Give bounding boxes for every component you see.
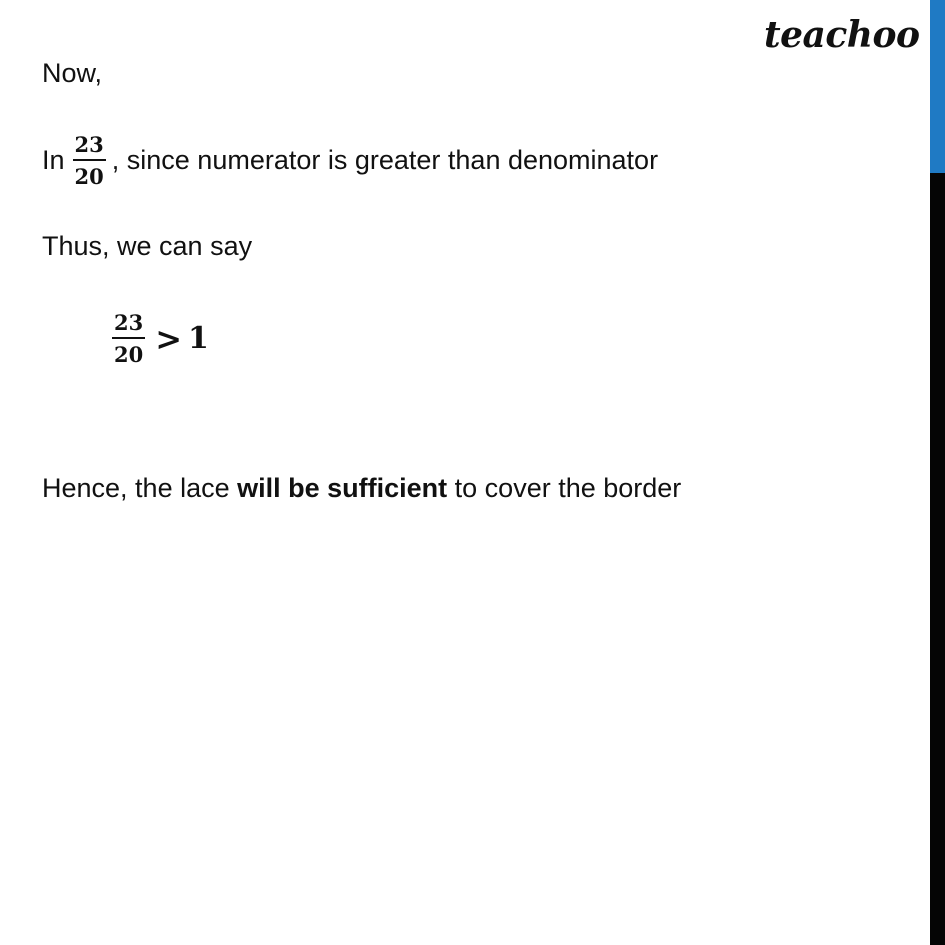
inequality-rhs: 1 bbox=[188, 321, 209, 356]
text-conclusion bbox=[42, 475, 681, 502]
inequality-fraction bbox=[112, 312, 145, 365]
inequality-display bbox=[112, 312, 209, 365]
fraction-denominator: 20 bbox=[74, 164, 104, 189]
conclusion-emphasis: will be sufficient bbox=[237, 473, 448, 503]
fraction-23-over-20 bbox=[73, 134, 106, 187]
text-thus: Thus, we can say bbox=[42, 231, 253, 261]
greater-than-symbol: > bbox=[155, 319, 183, 358]
fraction-denominator: 20 bbox=[114, 342, 144, 367]
fraction-numerator: 23 bbox=[74, 132, 104, 157]
text-now: Now, bbox=[42, 58, 103, 88]
text-in-prefix: In bbox=[42, 145, 65, 175]
text-in-fraction-statement bbox=[42, 134, 658, 187]
fraction-numerator: 23 bbox=[114, 310, 144, 335]
side-bar-accent bbox=[930, 0, 945, 173]
conclusion-after: to cover the border bbox=[447, 473, 682, 503]
conclusion-before: Hence, the lace bbox=[42, 473, 238, 503]
teachoo-logo: teachoo bbox=[764, 14, 920, 56]
text-since-clause: , since numerator is greater than denominator bbox=[111, 145, 659, 175]
